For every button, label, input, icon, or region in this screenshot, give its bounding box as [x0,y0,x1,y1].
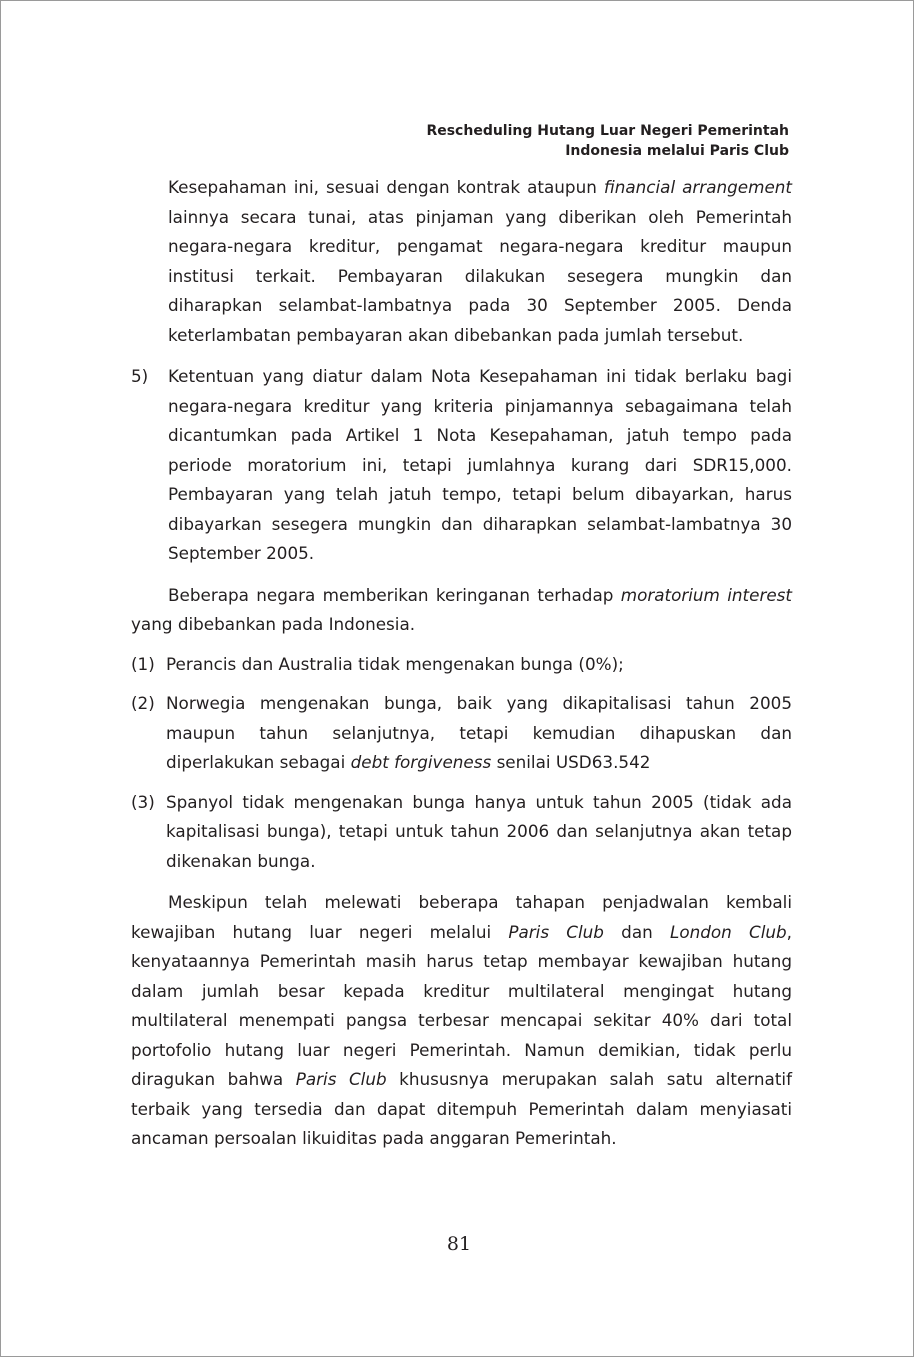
italic-term: debt forgiveness [350,752,492,772]
body-text [131,173,792,1154]
text-span: Meskipun telah melewati beberapa tahapan penjadwalan kembali kewajiban hutang luar negeri melalui [131,892,792,942]
list-item [131,650,792,680]
italic-term: Paris Club [295,1069,387,1089]
text-span: Norwegia mengenakan bunga, baik yang dikapitalisasi tahun 2005 maupun tahun selanjutnya, tetapi kemudian dihapuskan dan diperlakukan sebagai [166,693,792,772]
text-span: Kesepahaman ini, sesuai dengan kontrak ataupun [168,177,604,197]
text-span: lainnya secara tunai, atas pinjaman yang diberikan oleh Pemerintah negara-negara kreditur, pengamat negara-negara kreditur maupun institusi terkait. Pembayaran dilakukan sesegera mungkin dan diharapkan selambat-lambatnya pada 30 September 2005. Denda keterlambatan pembayaran akan dibebankan pada jumlah tersebut. [168,206,792,345]
running-header [426,121,789,161]
paragraph-final [131,888,792,1154]
list-item [131,689,792,778]
text-span: , kenyataannya Pemerintah masih harus tetap membayar kewajiban hutang dalam jumlah besar kepada kreditur multilateral mengingat hutang multilateral menempati pangsa terbesar mencapai sekitar 40% dari total portofolio hutang luar negeri Pemerintah. Namun demikian, tidak perlu diragukan bahwa [131,921,792,1089]
list-number: (2) [131,693,155,713]
italic-term: moratorium interest [620,584,792,605]
list-number: 5) [131,366,149,386]
italic-term: financial arrangement [603,177,792,197]
list-number: (3) [131,791,155,812]
text-span: senilai USD63.542 [491,752,651,772]
list-text: Ketentuan yang diatur dalam Nota Kesepahaman ini tidak berlaku bagi negara-negara kreditur yang kriteria pinjamannya sebagaimana telah dicantumkan pada Artikel 1 Nota Kesepahaman, jatuh tempo pada periode moratorium ini, tetapi jumlahnya kurang dari SDR15,000. Pembayaran yang telah jatuh tempo, tetapi belum dibayarkan, harus dibayarkan sesegera mungkin dan diharapkan selambat-lambatnya 30 September 2005. [168,366,792,563]
italic-term: Paris Club [508,921,604,942]
text-span: yang dibebankan pada Indonesia. [131,614,416,634]
list-text [131,689,792,778]
list-text: Spanyol tidak mengenakan bunga hanya untuk tahun 2005 (tidak ada kapitalisasi bunga), tetapi untuk tahun 2006 dan selanjutnya akan tetap dikenakan bunga. [166,791,792,871]
italic-term: London Club [669,921,787,942]
list-item [131,788,792,877]
header-line-2: Indonesia melalui Paris Club [565,143,789,159]
page-number: 81 [446,1233,472,1255]
text-span: khususnya merupakan salah satu alternatif terbaik yang tersedia dan dapat ditempuh Pemerintah dalam menyiasati ancaman persoalan likuiditas pada anggaran Pemerintah. [131,1069,792,1148]
list-item-5 [131,362,792,569]
text-span: Beberapa negara memberikan keringanan terhadap [168,584,621,605]
paragraph-intro [131,581,792,640]
paragraph-continued [131,173,792,350]
list-number: (1) [131,653,155,674]
list-text: Perancis dan Australia tidak mengenakan bunga (0%); [166,653,624,674]
text-span: dan [603,921,670,942]
header-line-1: Rescheduling Hutang Luar Negeri Pemerintah [426,123,789,139]
